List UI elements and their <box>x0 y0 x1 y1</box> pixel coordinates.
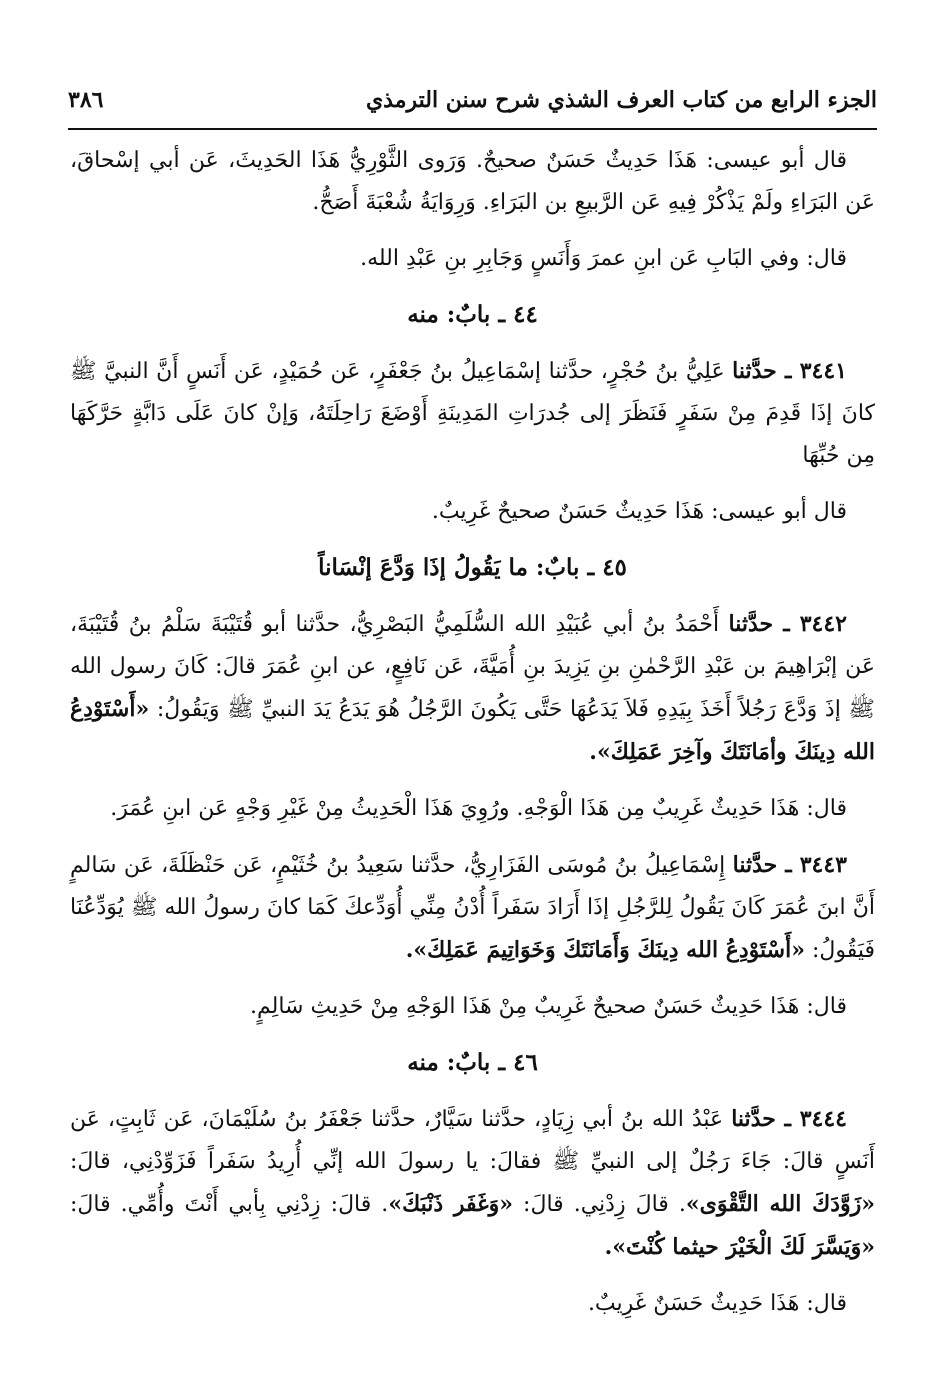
hadith-text: أَحْمَدُ بنُ أبي عُبَيْدِ الله السُّلَمِيُّ البَصْرِيُّ، حدَّثنا أبو قُتَيْبَةَ سَلْمُ بنُ قُتَيْبَةَ، عَن إبْرَاهِيمَ بن عَبْدِ الرَّحْمٰنِ بنِ يَزِيدَ بنِ أُمَيَّةَ، عَن نَافِعٍ، عن ابنِ عُمَرَ قالَ: كَانَ رسول الله ﷺ إذَ وَدَّعَ رَجُلاً أَخَذَ بِيَدِهِ فَلاَ يَدَعُهَا حَتَّى يَكُونَ الرَّجُلُ هُوَ يَدَعُ يَدَ النبيِّ ﷺ وَيَقُولُ: <box>70 612 875 722</box>
hadith-quote: «وَغَفَر ذَنْبَكَ» <box>388 1191 514 1217</box>
paragraph: قال أبو عيسى: هَذَا حَدِيثٌ حَسَنٌ صحيحٌ. وَرَوى الثَّوْرِيُّ هَذَا الحَدِيثَ، عَن أبي إسْحاقَ، عَن البَرَاءِ ولَمْ يَذْكُرْ فِيهِ عَن الرَّبيعِ بن البَرَاءِ. وَرِوَايَةُ شُعْبَةَ أَصَحُّ. <box>70 148 875 215</box>
hadith-text: عَبْدُ الله بنُ أبي زِيَادٍ، حدَّثنا سَيَّارٌ، حدَّثنا جَعْفَرُ بنُ سُلَيْمَانَ، عَن ثَابِتٍ، عَن أَنَسٍ قالَ: جَاءَ رَجُلٌ إلى النبيِّ ﷺ فقالَ: يا رسولَ الله إنِّي أُرِيدُ سَفَراً فَزَوِّدْنِي، قالَ: <box>70 1107 875 1174</box>
hadith-number: ٣٤٤٢ ـ حدَّثنا <box>728 611 847 637</box>
hadith-3443 <box>70 844 875 972</box>
hadith-number: ٣٤٤٣ ـ حدَّثنا <box>732 852 847 878</box>
hadith-text: عَلِيُّ بنُ حُجْرٍ، حدَّثنا إسْمَاعِيلُ بنُ جَعْفَرٍ، عَن حُمَيْدٍ، عَن أَنَسٍ أَنَّ النبيَّ ﷺ كانَ إذَا قَدِمَ مِنْ سَفَرٍ فَنَظَرَ إلى جُدرَاتِ المَدِينَةِ أَوْضَعَ رَاحِلَتَهُ، وَإنْ كانَ عَلَى دَابَّةٍ حَرَّكَهَا مِن حُبِّهَا <box>70 359 876 468</box>
hadith-text: . قالَ زِدْنِي. قالَ: <box>513 1192 686 1217</box>
running-title: الجزء الرابع من كتاب العرف الشذي شرح سنن الترمذي <box>365 87 877 113</box>
paragraph: قال: وفي البَابِ عَن ابنِ عمرَ وَأَنَسٍ وَجَابِرِ بنِ عَبْدِ الله. <box>360 246 847 271</box>
running-header <box>68 78 877 122</box>
header-rule <box>68 128 877 130</box>
hadith-quote: «أَسْتَوْدِعُ الله دِينَكَ وَأَمَانَتَكَ وَخَوَاتِيمَ عَمَلِكَ». <box>405 937 805 963</box>
hadith-text: إِسْمَاعِيلُ بنُ مُوسَى الفَزَارِيُّ، حدَّثنا سَعِيدُ بنُ خُثَيْمٍ، عَن حَنْظَلَةَ، عَن سَالمٍ أَنَّ ابنَ عُمَرَ كَانَ يَقُولُ لِلرَّجُلِ إذَا أَرَادَ سَفَراً أُدْنُ مِنِّي أُوَدِّعكَ كَمَا كانَ رسولُ الله ﷺ يُوَدِّعُنَا فَيَقُولُ: <box>70 853 875 963</box>
hadith-3444 <box>70 1098 875 1269</box>
page-number: ٣٨٦ <box>68 87 104 113</box>
hadith-3442 <box>70 603 875 774</box>
hadith-3441 <box>70 350 875 477</box>
chapter-heading: ٤٦ ـ بابٌ: منه <box>407 1049 538 1076</box>
hadith-quote: «أَسْتَوْدِعُ الله دِينَكَ وأمَانَتَكَ وآخِرَ عَمَلِكَ». <box>70 696 875 765</box>
hadith-quote: «وَيَسَّرَ لَكَ الْخَيْرَ حيثما كُنْتَ». <box>604 1234 875 1260</box>
page-body <box>70 140 875 1339</box>
chapter-heading: ٤٤ ـ بابٌ: منه <box>407 301 538 328</box>
paragraph: قال: هَذَا حَدِيثٌ حَسَنٌ صحيحٌ غَرِيبٌ مِنْ هَذَا الوَجْهِ مِنْ حَدِيثِ سَالِمٍ. <box>250 994 847 1019</box>
paragraph: قال: هَذَا حَدِيثٌ حَسَنٌ غَرِيبٌ. <box>587 1291 847 1316</box>
paragraph: قال أبو عيسى: هَذَا حَدِيثٌ حَسَنٌ صحيحٌ غَرِيبٌ. <box>431 499 847 524</box>
hadith-text: . قالَ: زِدْنِي بِأبي أَنْتَ وأُمِّي. قالَ: <box>70 1192 389 1217</box>
paragraph: قال: هَذَا حَدِيثٌ غَرِيبٌ مِن هَذَا الْوَجْهِ. ورُوِيَ هَذَا الْحَدِيثُ مِنْ غَيْرِ وَجْهٍ عَن ابنِ عُمَرَ. <box>110 796 847 821</box>
hadith-number: ٣٤٤١ ـ حدَّثنا <box>732 358 847 384</box>
hadith-number: ٣٤٤٤ ـ حدَّثنا <box>731 1106 847 1132</box>
chapter-heading: ٤٥ ـ بابٌ: ما يَقُولُ إذَا وَدَّعَ إنْسَاناً <box>318 554 627 581</box>
hadith-quote: «زَوَّدَكَ الله التَّقْوَى» <box>685 1191 876 1217</box>
